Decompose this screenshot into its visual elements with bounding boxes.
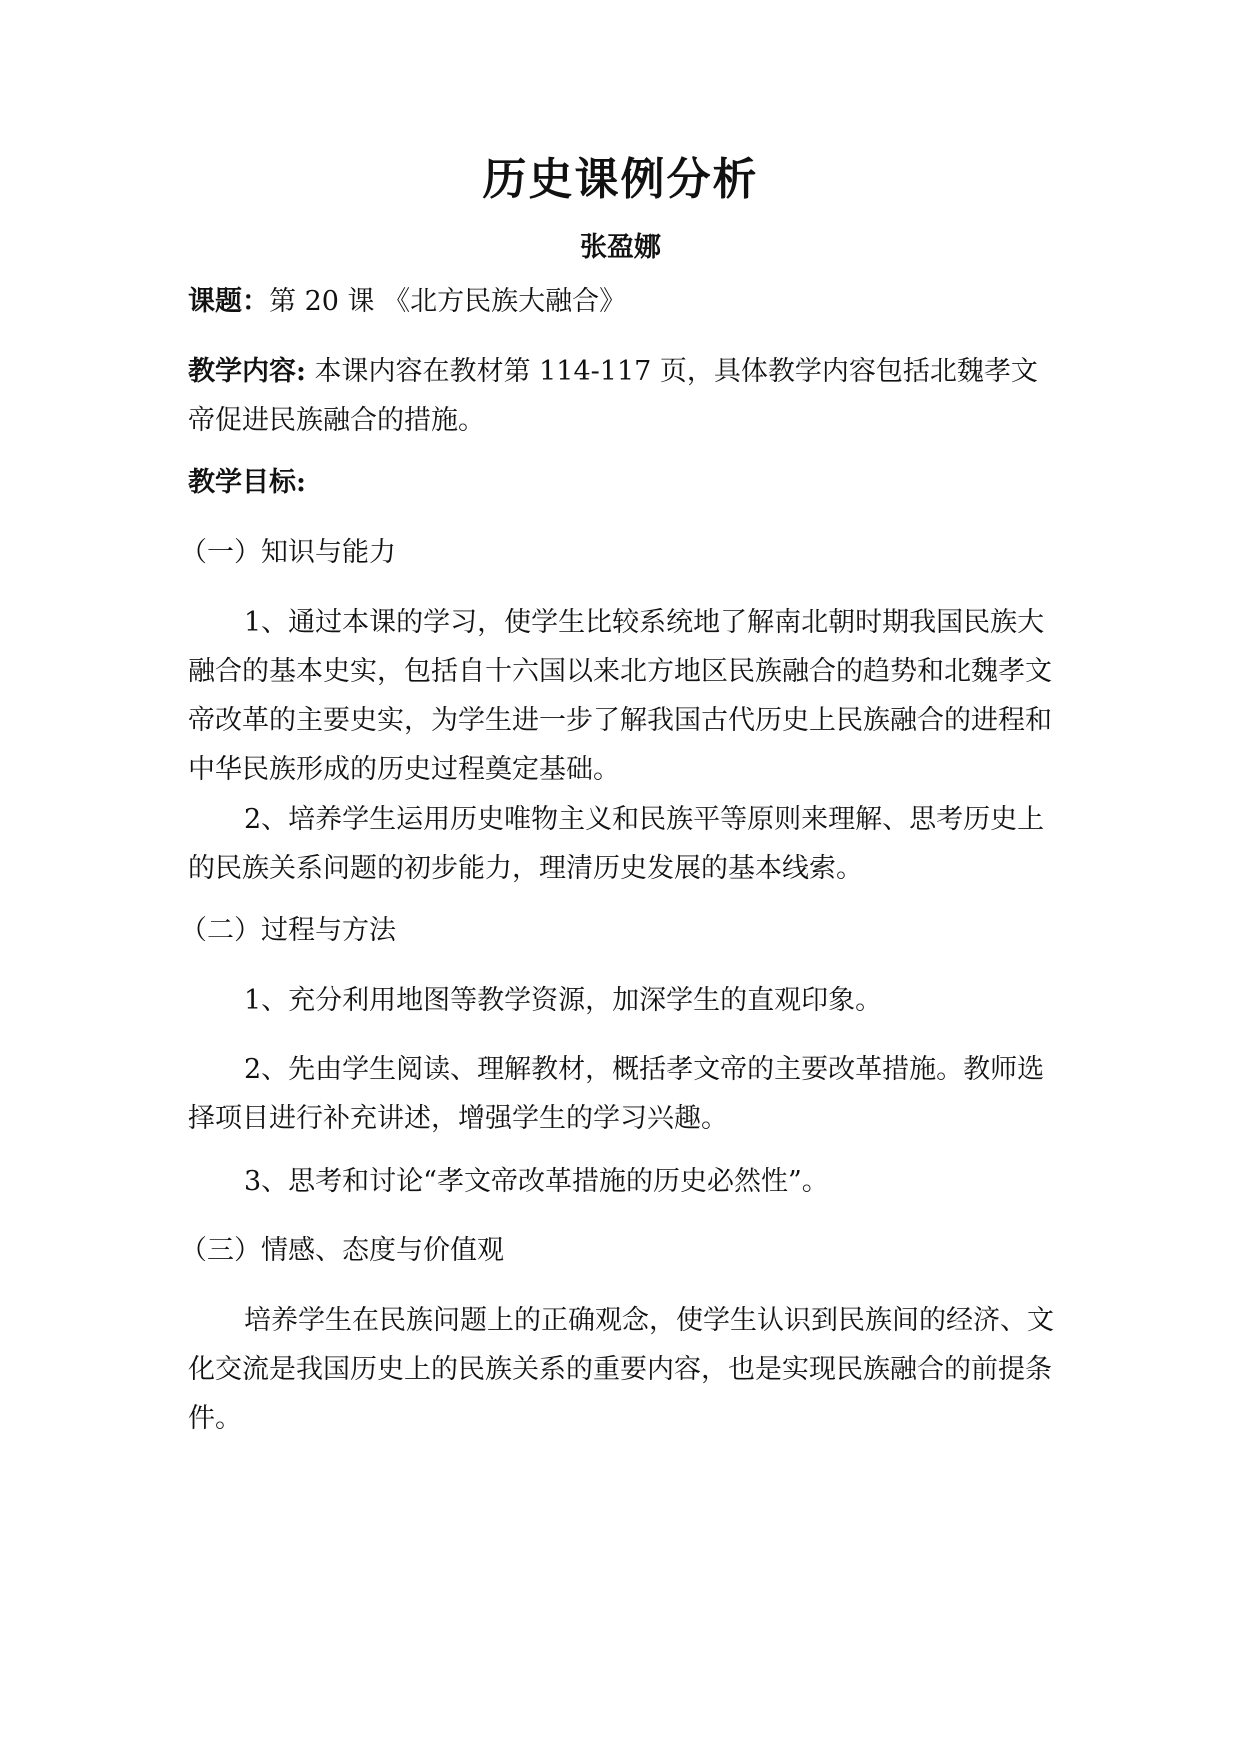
document-author: 张盈娜 bbox=[580, 232, 661, 263]
process-paragraph-2: 2、先由学生阅读、理解教材，概括孝文帝的主要改革措施。教师选择项目进行补充讲述，增强学生的学习兴趣。 bbox=[188, 1054, 1045, 1134]
values-paragraph: 培养学生在民族问题上的正确观念，使学生认识到民族间的经济、文化交流是我国历史上的民族关系的重要内容，也是实现民族融合的前提条件。 bbox=[188, 1305, 1054, 1434]
topic-value: 第 20 课 《北方民族大融合》 bbox=[269, 286, 627, 317]
knowledge-paragraph-1: 1、通过本课的学习，使学生比较系统地了解南北朝时期我国民族大融合的基本史实，包括自十六国以来北方地区民族融合的趋势和北魏孝文帝改革的主要史实，为学生进一步了解我国古代历史上民族融合的进程和中华民族形成的历史过程奠定基础。 bbox=[188, 607, 1052, 785]
content-label: 教学内容: bbox=[188, 356, 306, 387]
topic-line bbox=[188, 277, 1058, 326]
content-value: 本课内容在教材第 114-117 页，具体教学内容包括北魏孝文帝促进民族融合的措施。 bbox=[188, 356, 1038, 436]
knowledge-paragraph-2: 2、培养学生运用历史唯物主义和民族平等原则来理解、思考历史上的民族关系问题的初步能力，理清历史发展的基本线索。 bbox=[188, 804, 1045, 884]
section-heading-values: （三）情感、态度与价值观 bbox=[180, 1235, 504, 1266]
section-heading-knowledge: （一）知识与能力 bbox=[180, 537, 396, 568]
section-heading-process: （二）过程与方法 bbox=[180, 915, 396, 946]
document-title: 历史课例分析 bbox=[482, 154, 759, 205]
content-paragraph bbox=[188, 347, 1058, 445]
objectives-label: 教学目标: bbox=[188, 467, 306, 498]
process-paragraph-1: 1、充分利用地图等教学资源，加深学生的直观印象。 bbox=[244, 985, 883, 1016]
topic-label: 课题： bbox=[188, 286, 269, 317]
process-paragraph-3: 3、思考和讨论“孝文帝改革措施的历史必然性”。 bbox=[244, 1166, 829, 1197]
